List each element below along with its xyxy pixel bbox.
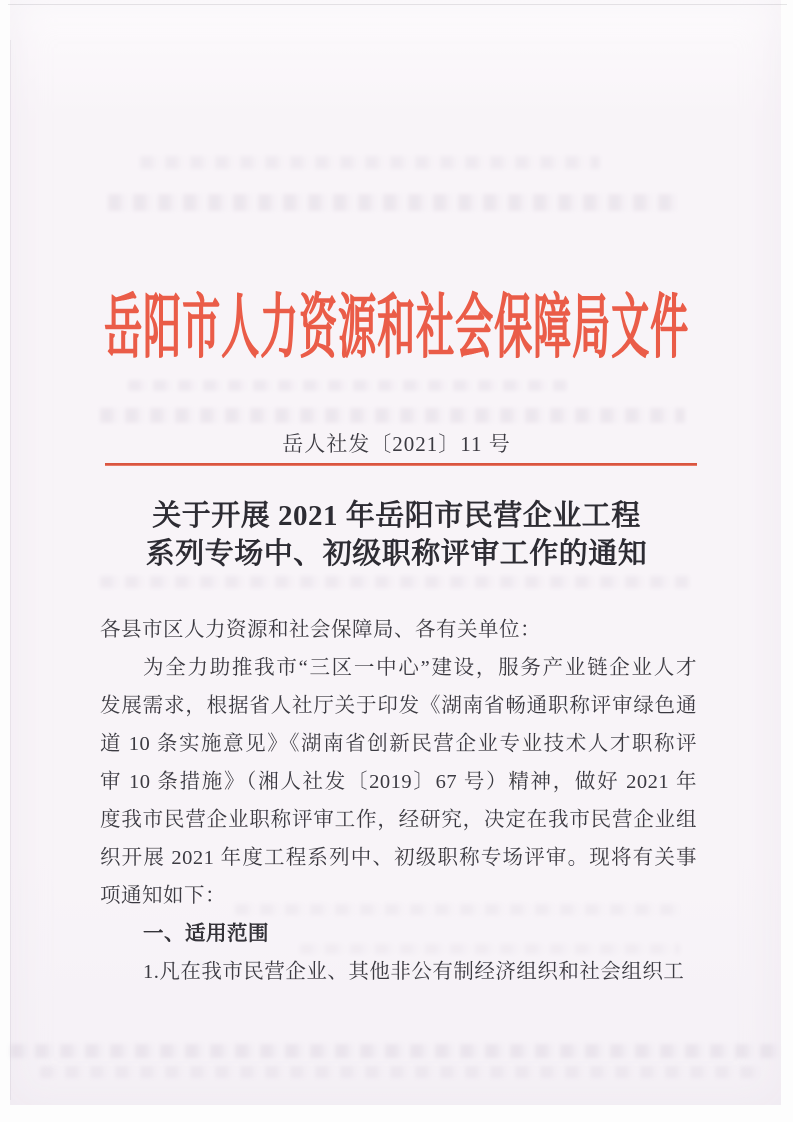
- document-body: [100, 611, 697, 991]
- body-text-line: 发展需求，根据省人社厅关于印发《湖南省畅通职称评审绿色通: [100, 695, 697, 717]
- document-title-line: 系列专场中、初级职称评审工作的通知: [145, 538, 648, 570]
- body-text-line: 织开展 2021 年度工程系列中、初级职称专场评审。现将有关事: [100, 847, 697, 869]
- body-text-line: 项通知如下：: [100, 885, 226, 907]
- agency-letterhead-text: 岳阳市人力资源和社会保障局文件: [103, 290, 689, 368]
- document-title: [0, 497, 793, 573]
- salutation-line: 各县市区人力资源和社会保障局、各有关单位：: [100, 619, 541, 641]
- section-heading: 一、适用范围: [143, 923, 269, 945]
- body-text-line: 道 10 条实施意见》《湖南省创新民营企业专业技术人才职称评: [100, 733, 697, 755]
- red-separator-rule: [105, 463, 697, 466]
- body-text-line: 度我市民营企业职称评审工作，经研究，决定在我市民营企业组: [100, 809, 697, 831]
- body-text-line: 为全力助推我市“三区一中心”建设，服务产业链企业人才: [143, 657, 697, 679]
- body-text-line: 审 10 条措施》（湘人社发〔2019〕67 号）精神，做好 2021 年: [100, 771, 697, 793]
- document-title-line: 关于开展 2021 年岳阳市民营企业工程: [152, 500, 641, 532]
- list-item-line: 1.凡在我市民营企业、其他非公有制经济组织和社会组织工: [143, 961, 685, 983]
- agency-letterhead-title: [0, 290, 793, 368]
- document-number: 岳人社发〔2021〕11 号: [282, 432, 511, 456]
- scan-edge-line-top: [8, 4, 787, 5]
